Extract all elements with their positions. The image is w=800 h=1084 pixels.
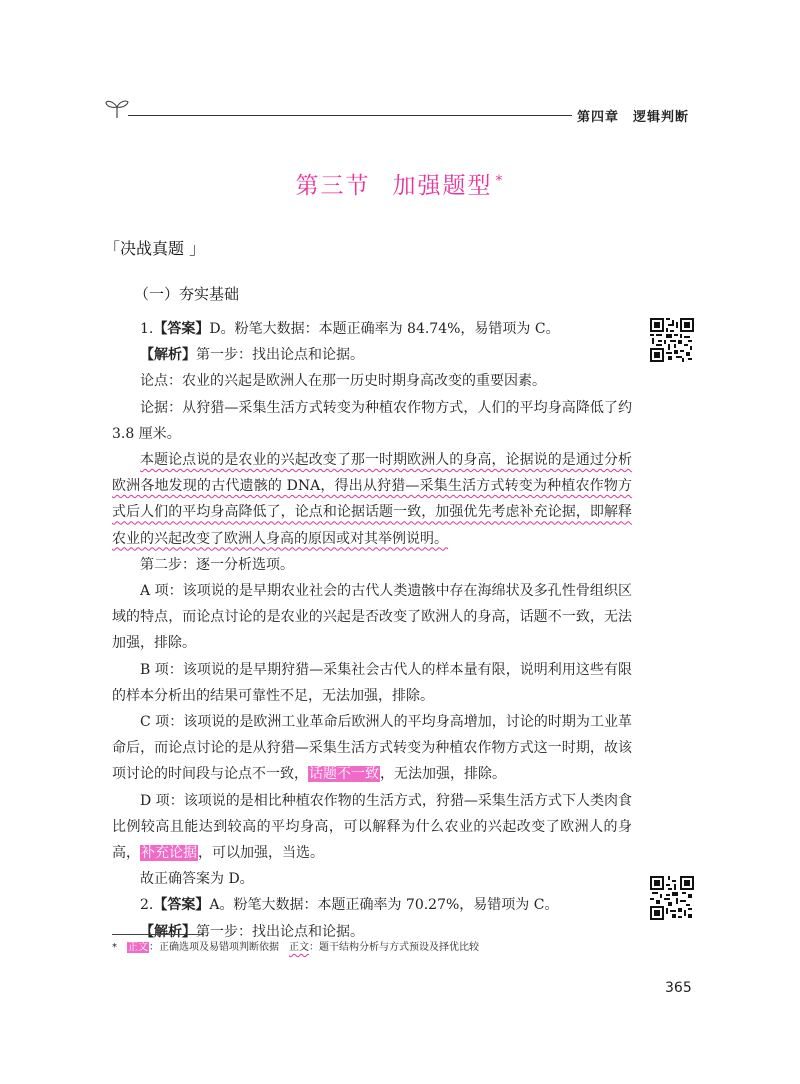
analysis-label: 【解析】 [140,923,196,940]
analysis-label: 【解析】 [140,347,196,364]
footnote-rule [112,934,204,935]
chapter-label: 第四章 [577,110,620,125]
highlight-supplement-evidence: 补充论据 [141,845,197,862]
header-rule [128,115,572,116]
q1-conclusion: 故正确答案为 D。 [140,871,254,888]
running-header [577,106,689,125]
bracket-heading-text: 决战真题 [120,239,185,258]
q1-analysis: 【解析】第一步：找出论点和论据。 [140,347,364,364]
section-title [0,167,800,200]
page-number: 365 [665,980,692,996]
option-b-analysis: B 项：该项说的是早期狩猎—采集社会古代人的样本量有限，说明利用这些有限的样本分析出的结果可靠性不足，无法加强，排除。 [112,661,632,704]
q2-analysis: 【解析】第一步：找出论点和论据。 [140,923,364,940]
q1-step2: 第二步：逐一分析选项。 [140,556,294,573]
subheading: （一）夯实基础 [134,285,240,303]
q1-evidence: 论据：从狩猎—采集生活方式转变为种植农作物方式，人们的平均身高降低了约 3.8 厘米。 [112,399,632,442]
footnote: * 正文：正确选项及易错项判断依据 正文：题干结构分析与方式预设及择优比较 [112,942,479,953]
section-footnote-mark: * [495,173,505,189]
bracket-heading [104,236,205,259]
footnote-star: * [112,942,117,953]
option-c-analysis: C 项：该项说的是欧洲工业革命后欧洲人的平均身高增加，讨论的时期为工业革命后，而论点讨论的是从狩猎—采集生活方式转变为种植农作物方式这一时期，故该项讨论的时间段与论点不一致，话题不一致，无法加强，排除。 [112,714,632,783]
option-a-analysis: A 项：该项说的是早期农业社会的古代人类遗骸中存在海绵状及多孔性骨组织区域的特点，而论点讨论的是农业的兴起是否改变了欧洲人的身高，话题不一致，无法加强，排除。 [112,583,632,652]
footnote-tag-highlight: 正文 [128,942,148,953]
bracket-open: 「 [104,239,121,258]
option-d-analysis: D 项：该项说的是相比种植农作物的生活方式，狩猎—采集生活方式下人类肉食比例较高且能达到较高的平均身高，可以解释为什么农业的兴起改变了欧洲人的身高，补充论据，可以加强，当选。 [112,792,632,862]
body-text [112,316,632,945]
answer-label: 【答案】 [153,897,210,914]
q1-claim: 论点：农业的兴起是欧洲人在那一历史时期身高改变的重要因素。 [140,373,546,390]
q1-structure-analysis: 本题论点说的是农业的兴起改变了那一时期欧洲人的身高，论据说的是通过分析欧洲各地发现的古代遗骸的 DNA，得出从狩猎—采集生活方式转变为种植农作物方式后人们的平均身高降低了，论点和论据话题一致，加强优先考虑补充论据，即解释农业的兴起改变了欧洲人身高的原因或对其举例说明。 [112,452,632,547]
bracket-close: 」 [189,239,206,258]
qr-code-q1[interactable] [650,318,694,362]
section-name: 加强题型 [392,173,493,199]
q2-answer: 2.【答案】A。粉笔大数据：本题正确率为 70.27%，易错项为 C。 [140,897,559,914]
qr-code-q2[interactable] [650,876,694,920]
sprout-icon [104,97,130,119]
footnote-tag-wavy: 正文 [289,942,309,953]
q1-answer: 1.【答案】D。粉笔大数据：本题正确率为 84.74%，易错项为 C。 [140,321,560,337]
answer-label: 【答案】 [153,321,210,337]
chapter-title: 逻辑判断 [633,110,690,125]
highlight-topic-mismatch: 话题不一致 [309,766,379,783]
section-label: 第三节 [295,173,371,199]
